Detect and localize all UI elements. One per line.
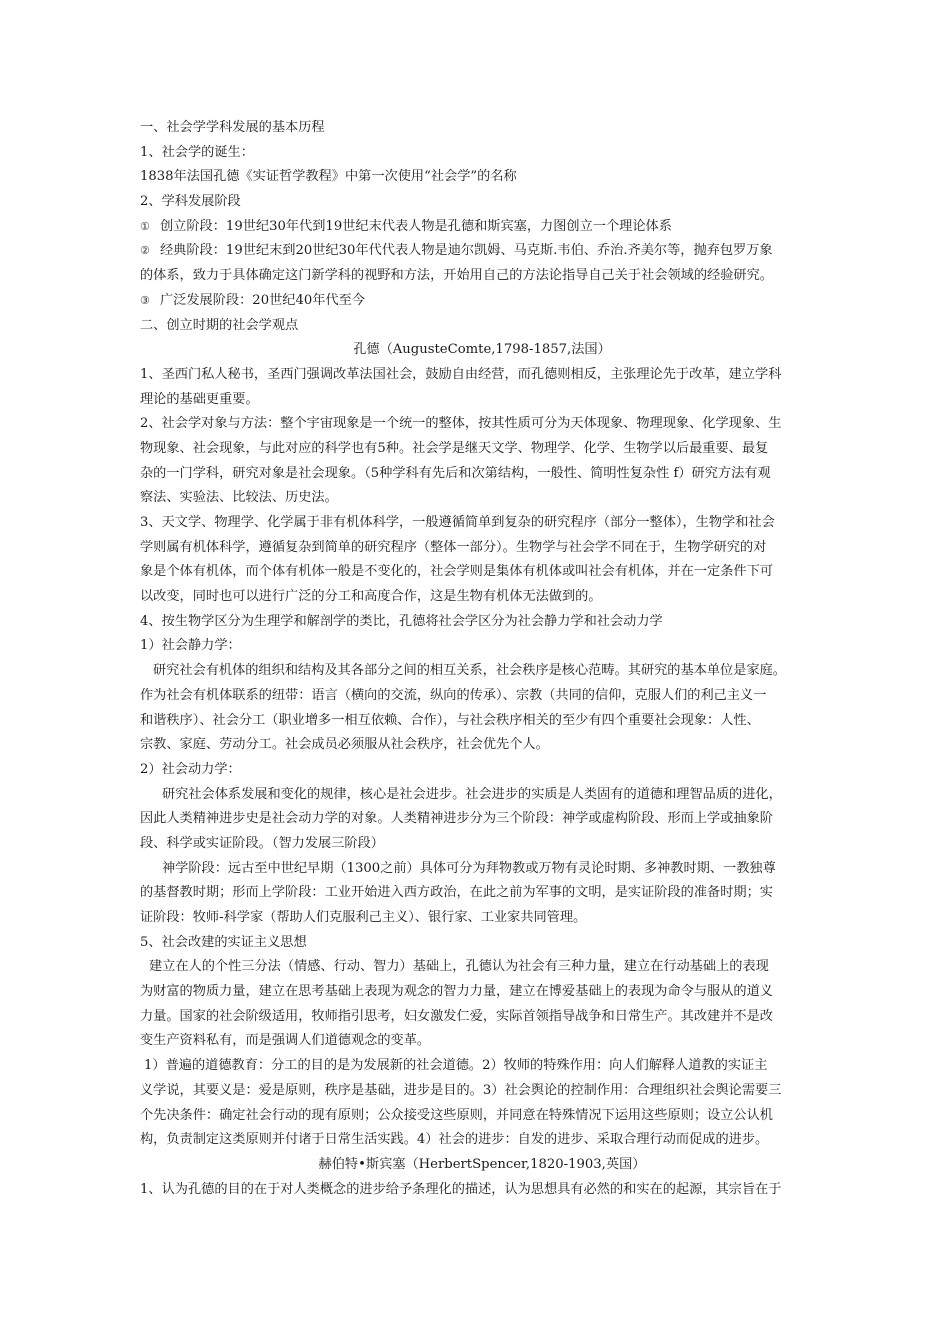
paragraph-line: 2、社会学对象与方法：整个宇宙现象是一个统一的整体，按其性质可分为天体现象、物理现象、化学现象、生 xyxy=(140,416,782,432)
list-item xyxy=(140,289,824,314)
circled-number-marker: ② xyxy=(140,244,150,258)
section-heading-1: 一、社会学学科发展的基本历程 xyxy=(140,120,325,135)
paragraph-line: 宗教、家庭、劳动分工。社会成员必须服从社会秩序，社会优先个人。 xyxy=(140,737,549,753)
paragraph-line: 的基督教时期；形而上学阶段：工业开始进入西方政治，在此之前为军事的文明，是实证阶段的准备时期；实 xyxy=(140,885,773,901)
paragraph-line: 变生产资料私有，而是强调人们道德观念的变革。 xyxy=(140,1033,431,1049)
paragraph-line: 神学阶段：远古至中世纪早期（1300之前）具体可分为拜物教或万物有灵论时期、多神教时期、一教独尊 xyxy=(162,860,776,876)
paragraph-line: 作为社会有机体联系的纽带：语言（横向的交流，纵向的传承）、宗教（共同的信仰，克服人们的利己主义一 xyxy=(140,687,767,703)
subheading: 5、社会改建的实证主义思想 xyxy=(140,934,307,950)
paragraph-line: 构，负责制定这类原则并付诸于日常生活实践。4）社会的进步：自发的进步、采取合理行动而促成的进步。 xyxy=(140,1132,769,1148)
circled-number-marker: ③ xyxy=(140,293,150,307)
paragraph-line: 4、按生物学区分为生理学和解剖学的类比，孔德将社会学区分为社会静力学和社会动力学 xyxy=(140,613,663,629)
paragraph-line: 1、认为孔德的目的在于对人类概念的进步给予条理化的描述，认为思想具有必然的和实在的起源，其宗旨在于 xyxy=(140,1181,782,1197)
person-heading-comte: 孔德（AugusteComte,1798-1857,法国） xyxy=(353,342,611,358)
paragraph-line: 研究社会体系发展和变化的规律，核心是社会进步。社会进步的实质是人类固有的道德和理智品质的进化， xyxy=(162,786,782,802)
paragraph-line: 的体系，致力于具体确定这门新学科的视野和方法，开始用自己的方法论指导自己关于社会领域的经验研究。 xyxy=(140,268,773,284)
subheading: 1）社会静力学： xyxy=(140,638,241,654)
paragraph-line: 研究社会有机体的组织和结构及其各部分之间的相互关系，社会秩序是核心范畴。其研究的基本单位是家庭。 xyxy=(153,663,786,679)
subheading: 2）社会动力学： xyxy=(140,761,241,777)
paragraph-line: 理论的基础更重要。 xyxy=(140,391,259,407)
paragraph-line: 证阶段：牧师-科学家（帮助人们克服利己主义）、银行家、工业家共同管理。 xyxy=(140,910,587,925)
paragraph-line: 察法、实验法、比较法、历史法。 xyxy=(140,490,338,506)
paragraph-line: 和谐秩序）、社会分工（职业增多一相互依赖、合作），与社会秩序相关的至少有四个重要社会现象：人性、 xyxy=(140,712,760,728)
list-item-text: 经典阶段：19世纪末到20世纪30年代代表人物是迪尔凯姆、马克斯.韦伯、乔治.齐美尔等，抛弃包罗万象 xyxy=(160,243,773,259)
paragraph-line: 1）普遍的道德教育：分工的目的是为发展新的社会道德。2）牧师的特殊作用：向人们解释人道教的实证主 xyxy=(144,1058,768,1074)
list-item-text: 广泛发展阶段：20世纪40年代至今 xyxy=(160,292,365,308)
paragraph-line: 杂的一门学科，研究对象是社会现象。（5种学科有先后和次第结构，一般性、简明性复杂性 f）研究方法有观 xyxy=(140,465,771,481)
paragraph-line: 个先决条件：确定社会行动的现有原则；公众接受这些原则，并同意在特殊情况下运用这些原则；设立公认机 xyxy=(140,1107,773,1123)
paragraph-line: 3、天文学、物理学、化学属于非有机体科学，一般遵循简单到复杂的研究程序（部分一整体），生物学和社会 xyxy=(140,515,775,530)
list-item-text: 创立阶段：19世纪30年代到19世纪末代表人物是孔德和斯宾塞，力图创立一个理论体系 xyxy=(160,218,672,234)
list-item xyxy=(140,215,824,240)
list-item xyxy=(140,239,824,264)
document-page xyxy=(140,116,824,1202)
paragraph-line: 建立在人的个性三分法（情感、行动、智力）基础上，孔德认为社会有三种力量，建立在行动基础上的表现 xyxy=(149,959,769,975)
paragraph-line: 义学说，其要义是：爱是原则，秩序是基础，进步是目的。3）社会舆论的控制作用：合理组织社会舆论需要三 xyxy=(140,1082,782,1098)
section-heading-2: 二、创立时期的社会学观点 xyxy=(140,317,299,333)
paragraph-line: 1838年法国孔德《实证哲学教程》中第一次使用“社会学”的名称 xyxy=(140,169,517,185)
paragraph-line: 象是个体有机体，而个体有机体一般是不变化的，社会学则是集体有机体或叫社会有机体，并在一定条件下可 xyxy=(140,564,773,580)
paragraph-line: 以改变，同时也可以进行广泛的分工和高度合作，这是生物有机体无法做到的。 xyxy=(140,589,602,605)
paragraph-line: 段、科学或实证阶段。（智力发展三阶段） xyxy=(140,835,384,851)
paragraph-line: 物现象、社会现象，与此对应的科学也有5种。社会学是继天文学、物理学、化学、生物学以后最重要、最复 xyxy=(140,440,769,456)
paragraph-line: 1、圣西门私人秘书，圣西门强调改革法国社会，鼓励自由经营，而孔德则相反，主张理论先于改革，建立学科 xyxy=(140,366,782,382)
paragraph-line: 为财富的物质力量，建立在思考基础上表现为观念的智力力量，建立在博爱基础上的表现为命令与服从的道义 xyxy=(140,984,773,1000)
subheading: 2、学科发展阶段 xyxy=(140,194,241,210)
paragraph-line: 因此人类精神进步史是社会动力学的对象。人类精神进步分为三个阶段：神学或虚构阶段、形而上学或抽象阶 xyxy=(140,811,773,827)
circled-number-marker: ① xyxy=(140,219,150,233)
paragraph-line: 学则属有机体科学，遵循复杂到简单的研究程序（整体一部分）。生物学与社会学不同在于，生物学研究的对 xyxy=(140,539,767,555)
paragraph-line: 力量。国家的社会阶级适用，牧师指引思考，妇女激发仁爱，实际首领指导战争和日常生产。其改建并不是改 xyxy=(140,1008,773,1024)
subheading: 1、社会学的诞生： xyxy=(140,144,254,160)
person-heading-spencer: 赫伯特•斯宾塞（HerbertSpencer,1820-1903,英国） xyxy=(318,1156,646,1172)
